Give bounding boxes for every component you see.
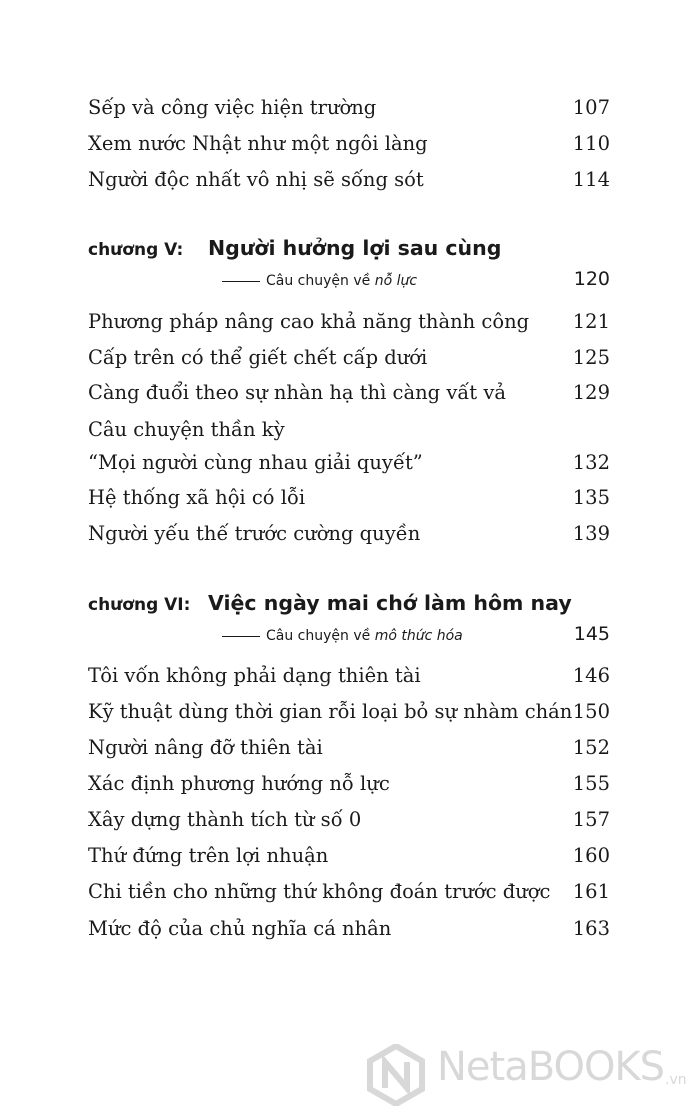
- toc-entry-page: 152: [572, 736, 610, 759]
- toc-entry: [88, 310, 610, 346]
- toc-entry: [88, 844, 610, 880]
- chapter-page: 120: [573, 268, 610, 290]
- chapter-label: chương VI:: [88, 595, 191, 615]
- toc-entry-title: Sếp và công việc hiện trường: [88, 96, 377, 119]
- toc-entry-title: Càng đuổi theo sự nhàn hạ thì càng vất vả: [88, 381, 506, 404]
- neta-logo-icon: [365, 1044, 427, 1106]
- toc-entry-page: 125: [572, 346, 610, 369]
- toc-entry-title: Người nâng đỡ thiên tài: [88, 736, 323, 759]
- toc-entry-page: 107: [572, 96, 610, 119]
- chapter-label: chương V:: [88, 240, 184, 260]
- toc-entry-title: Thứ đứng trên lợi nhuận: [88, 844, 329, 867]
- toc-entry-title: Chi tiền cho những thứ không đoán trước được: [88, 880, 551, 903]
- toc-entry-title: Mức độ của chủ nghĩa cá nhân: [88, 917, 392, 940]
- toc-entry-page: 110: [572, 132, 610, 155]
- toc-entry-page: 132: [572, 451, 610, 474]
- toc-entry-page: 155: [572, 772, 610, 795]
- chapter-heading: [88, 236, 608, 270]
- toc-entry-title: Cấp trên có thể giết chết cấp dưới: [88, 346, 428, 369]
- toc-entry-page: 129: [572, 381, 610, 404]
- toc-entry: [88, 522, 610, 558]
- subtitle-prefix: Câu chuyện về: [266, 628, 375, 644]
- toc-entry: [88, 132, 610, 168]
- toc-entry: [88, 700, 610, 736]
- toc-entry: [88, 486, 610, 522]
- toc-entry-page: 135: [572, 486, 610, 509]
- chapter-subtitle: [88, 625, 610, 655]
- toc-entry-page: 161: [572, 880, 610, 903]
- subtitle-topic: mô thức hóa: [374, 628, 463, 644]
- toc-entry: [88, 664, 610, 700]
- chapter-subtitle: [88, 270, 610, 300]
- chapter-page: 145: [573, 623, 610, 645]
- chapter-subtitle-text: [266, 273, 417, 289]
- watermark: [365, 1040, 695, 1110]
- toc-entry-title: “Mọi người cùng nhau giải quyết”: [88, 451, 423, 474]
- em-dash-rule: [222, 636, 260, 637]
- subtitle-prefix: Câu chuyện về: [266, 273, 375, 289]
- toc-entry-title: Xây dựng thành tích từ số 0: [88, 808, 362, 831]
- toc-entry-title: Câu chuyện thần kỳ: [88, 418, 285, 441]
- chapter-heading: [88, 591, 608, 625]
- chapter-title: Việc ngày mai chớ làm hôm nay: [208, 591, 572, 615]
- watermark-suffix: .vn: [665, 1072, 687, 1088]
- toc-entry-title: Xem nước Nhật như một ngôi làng: [88, 132, 428, 155]
- toc-entry-page: 146: [572, 664, 610, 687]
- toc-entry: [88, 451, 610, 487]
- toc-entry: [88, 808, 610, 844]
- toc-entry: [88, 96, 610, 132]
- toc-entry-title: Phương pháp nâng cao khả năng thành công: [88, 310, 530, 333]
- toc-entry-title: Người độc nhất vô nhị sẽ sống sót: [88, 168, 424, 191]
- toc-entry-page: 160: [572, 844, 610, 867]
- em-dash-rule: [222, 281, 260, 282]
- toc-entry-title: Người yếu thế trước cường quyền: [88, 522, 421, 545]
- toc-entry-title: Xác định phương hướng nỗ lực: [88, 772, 390, 795]
- toc-entry: [88, 168, 610, 204]
- chapter-title: Người hưởng lợi sau cùng: [208, 236, 502, 260]
- toc-entry-page: 114: [572, 168, 610, 191]
- toc-entry: [88, 917, 610, 953]
- subtitle-topic: nỗ lực: [374, 273, 418, 289]
- toc-entry-page: 121: [572, 310, 610, 333]
- toc-entry: [88, 381, 610, 417]
- toc-entry: [88, 772, 610, 808]
- chapter-subtitle-text: [266, 628, 463, 644]
- toc-entry-page: 157: [572, 808, 610, 831]
- toc-entry-title: Tôi vốn không phải dạng thiên tài: [88, 664, 421, 687]
- toc-entry: [88, 418, 610, 454]
- toc-entry-page: 139: [572, 522, 610, 545]
- watermark-brand: NetaBOOKS: [437, 1044, 665, 1090]
- toc-entry: [88, 736, 610, 772]
- toc-entry-title: Kỹ thuật dùng thời gian rỗi loại bỏ sự nhàm chán: [88, 700, 573, 723]
- toc-entry-page: 163: [572, 917, 610, 940]
- toc-entry-title: Hệ thống xã hội có lỗi: [88, 486, 306, 509]
- toc-entry-page: 150: [572, 700, 610, 723]
- toc-entry: [88, 880, 610, 916]
- toc-entry: [88, 346, 610, 382]
